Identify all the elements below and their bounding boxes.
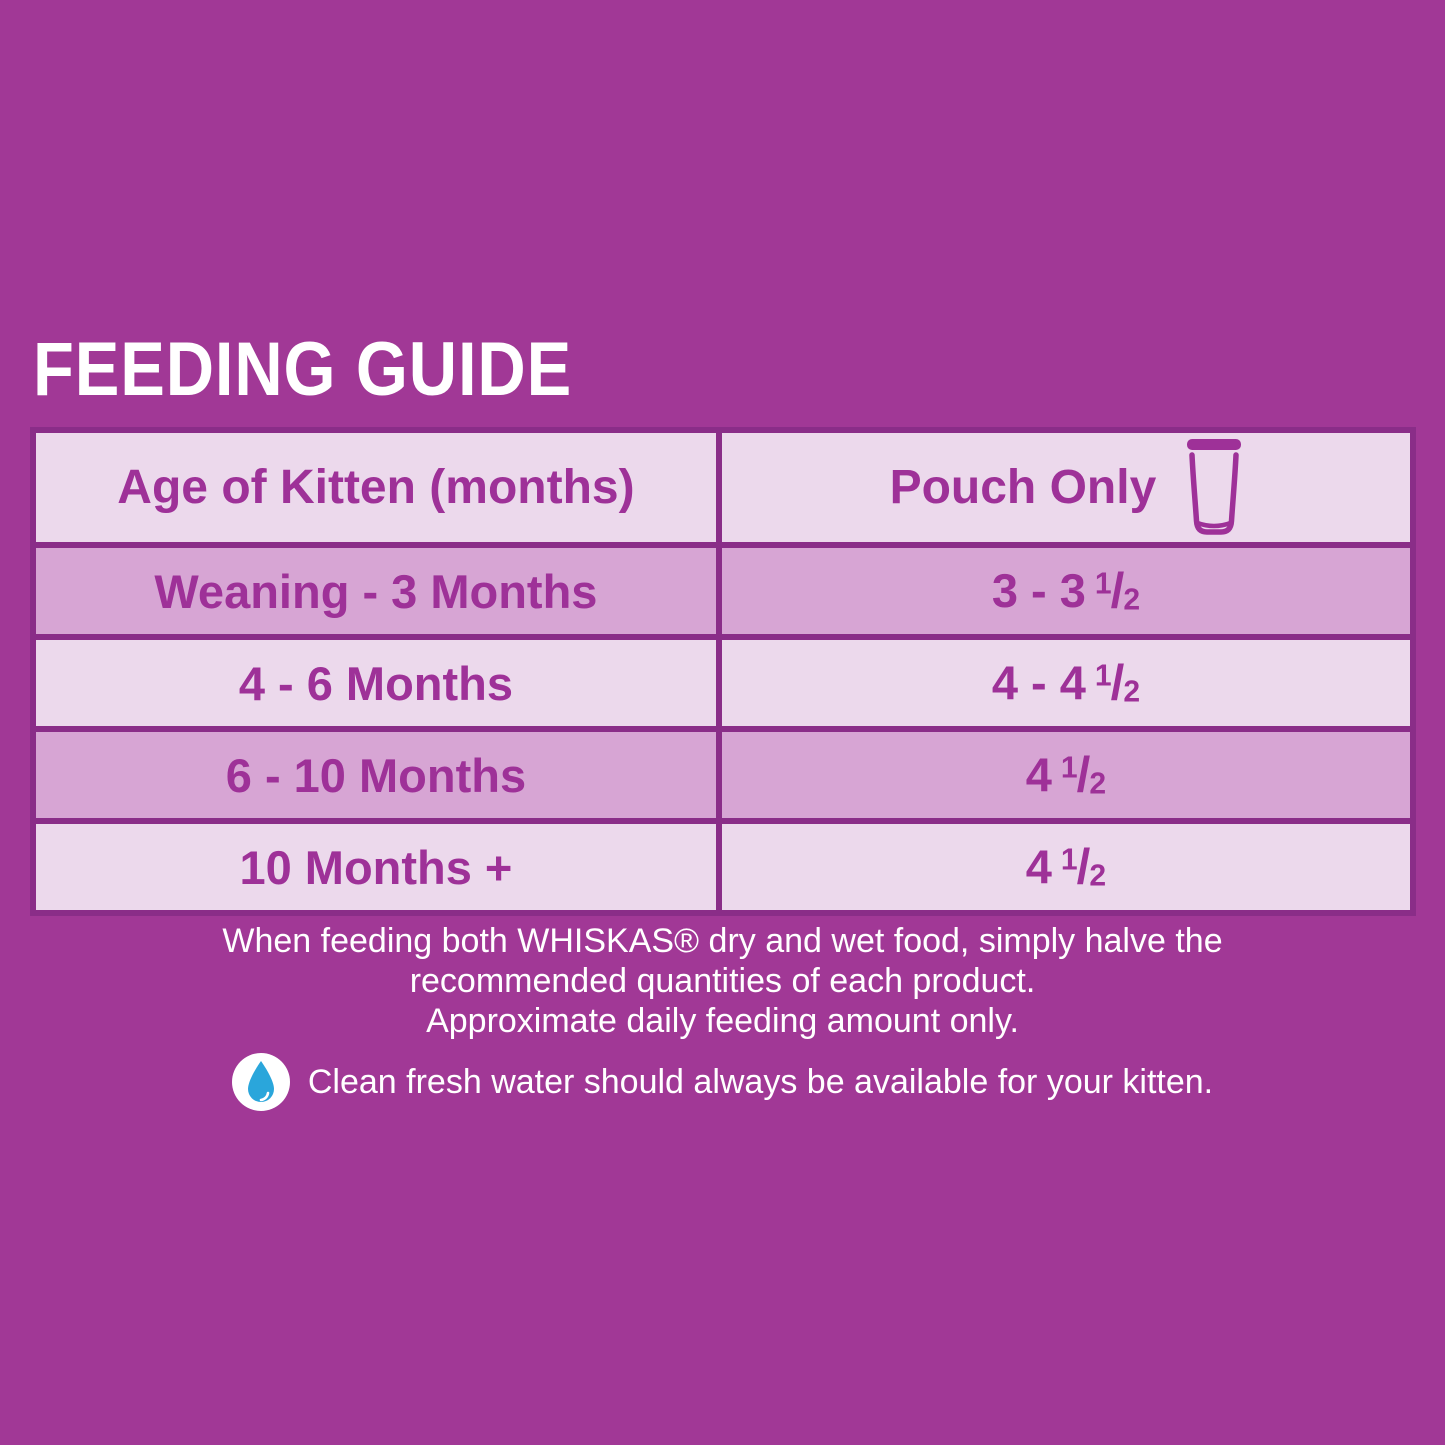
feeding-table-body <box>33 545 1413 913</box>
fraction: $^1$/2 <box>1094 655 1141 711</box>
column-header-age <box>33 430 719 545</box>
table-row <box>33 545 1413 637</box>
age-cell: Weaning - 3 Months <box>33 545 719 637</box>
amount-value: 4 - 4 <box>991 656 1086 710</box>
feeding-table-header <box>33 430 1413 545</box>
water-note-text: Clean fresh water should always be available for your kitten. <box>307 1063 1214 1101</box>
age-cell: 6 - 10 Months <box>33 729 719 821</box>
note-line-3: Approximate daily feeding amount only. <box>426 1002 1019 1040</box>
water-drop-icon <box>232 1053 290 1111</box>
age-cell: 4 - 6 Months <box>33 637 719 729</box>
table-row <box>33 637 1413 729</box>
amount-value: 4 <box>1025 748 1052 802</box>
fraction: $^1$/2 <box>1060 747 1107 803</box>
age-header-label: Age of Kitten (months) <box>117 460 635 514</box>
fraction: $^1$/2 <box>1094 563 1141 619</box>
water-note-row <box>0 1053 1445 1111</box>
pouch-icon <box>1186 439 1242 537</box>
fraction: $^1$/2 <box>1060 839 1107 895</box>
table-row <box>33 729 1413 821</box>
notes-block <box>0 921 1445 1111</box>
header-row <box>33 430 1413 545</box>
amount-cell <box>719 821 1413 913</box>
column-header-pouch <box>719 430 1413 545</box>
pouch-header-label: Pouch Only <box>889 460 1157 514</box>
page-title: FEEDING GUIDE <box>33 327 573 412</box>
amount-value: 4 <box>1025 840 1052 894</box>
amount-cell <box>719 545 1413 637</box>
note-line-2: recommended quantities of each product. <box>409 962 1036 1000</box>
feeding-table <box>30 427 1416 916</box>
note-line-1: When feeding both WHISKAS® dry and wet food, simply halve the <box>222 922 1223 960</box>
amount-cell <box>719 637 1413 729</box>
table-row <box>33 821 1413 913</box>
age-cell: 10 Months + <box>33 821 719 913</box>
amount-value: 3 - 3 <box>991 564 1086 618</box>
amount-cell <box>719 729 1413 821</box>
